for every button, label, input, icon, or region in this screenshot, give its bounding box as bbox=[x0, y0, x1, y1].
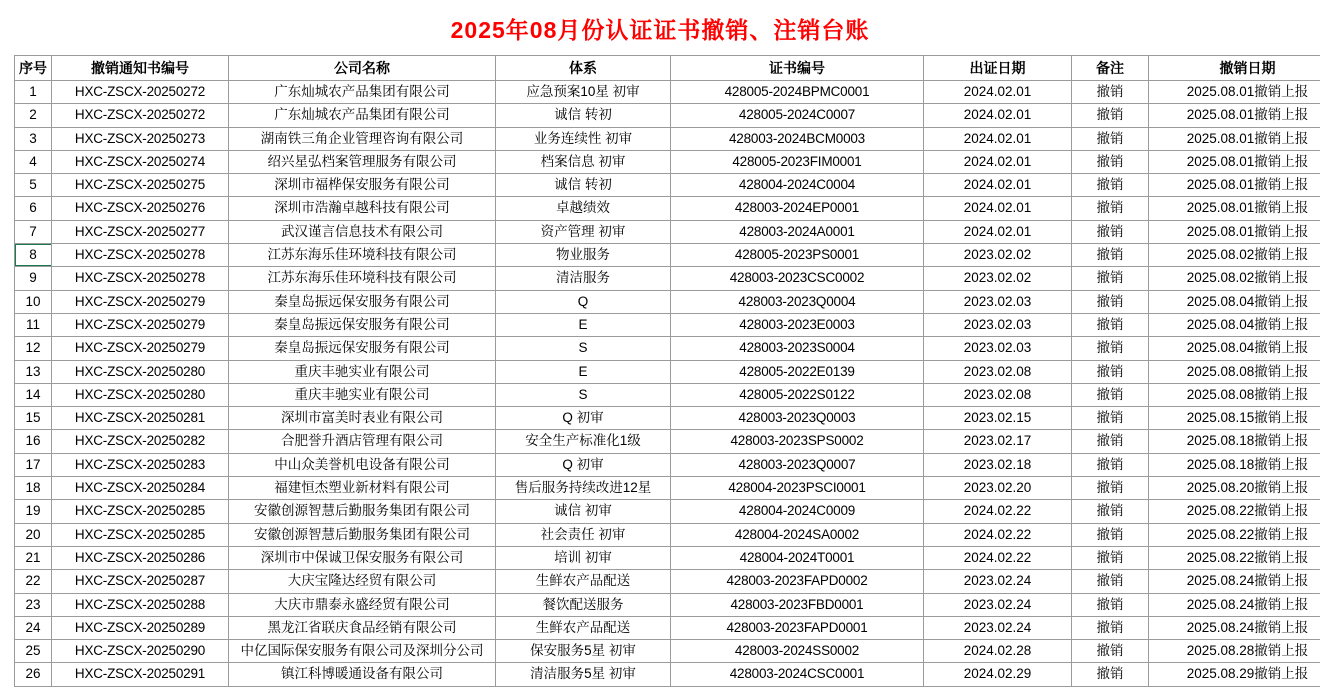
cell-notice-number[interactable]: HXC-ZSCX-20250279 bbox=[52, 337, 229, 360]
cell-index[interactable]: 23 bbox=[15, 593, 52, 616]
cell-remark[interactable]: 撤销 bbox=[1072, 244, 1149, 267]
table-row[interactable] bbox=[15, 244, 1320, 267]
table-row[interactable] bbox=[15, 430, 1320, 453]
cell-company-name[interactable]: 湖南铁三角企业管理咨询有限公司 bbox=[229, 127, 496, 150]
table-row[interactable] bbox=[15, 546, 1320, 569]
cell-system[interactable]: 诚信 初审 bbox=[496, 500, 671, 523]
cell-revocation-date[interactable]: 2025.08.01撤销上报 bbox=[1149, 81, 1320, 104]
cell-issue-date[interactable]: 2023.02.08 bbox=[924, 360, 1072, 383]
cell-issue-date[interactable]: 2024.02.28 bbox=[924, 640, 1072, 663]
cell-company-name[interactable]: 合肥誉升酒店管理有限公司 bbox=[229, 430, 496, 453]
cell-certificate-number[interactable]: 428003-2023Q0007 bbox=[671, 453, 924, 476]
cell-company-name[interactable]: 安徽创源智慧后勤服务集团有限公司 bbox=[229, 523, 496, 546]
cell-company-name[interactable]: 广东灿城农产品集团有限公司 bbox=[229, 81, 496, 104]
cell-issue-date[interactable]: 2024.02.29 bbox=[924, 663, 1072, 686]
table-header bbox=[15, 56, 1320, 81]
cell-system[interactable]: 保安服务5星 初审 bbox=[496, 640, 671, 663]
cell-system[interactable]: 清洁服务 bbox=[496, 267, 671, 290]
cell-remark[interactable]: 撤销 bbox=[1072, 407, 1149, 430]
cell-notice-number[interactable]: HXC-ZSCX-20250280 bbox=[52, 383, 229, 406]
table-row[interactable] bbox=[15, 127, 1320, 150]
cell-company-name[interactable]: 江苏东海乐佳环境科技有限公司 bbox=[229, 244, 496, 267]
cell-notice-number[interactable]: HXC-ZSCX-20250283 bbox=[52, 453, 229, 476]
cell-notice-number[interactable]: HXC-ZSCX-20250275 bbox=[52, 174, 229, 197]
table-row[interactable] bbox=[15, 197, 1320, 220]
column-header-index: 序号 bbox=[15, 56, 52, 81]
table-row[interactable] bbox=[15, 337, 1320, 360]
cell-notice-number[interactable]: HXC-ZSCX-20250282 bbox=[52, 430, 229, 453]
cell-remark[interactable]: 撤销 bbox=[1072, 81, 1149, 104]
cell-notice-number[interactable]: HXC-ZSCX-20250276 bbox=[52, 197, 229, 220]
cell-company-name[interactable]: 绍兴星弘档案管理服务有限公司 bbox=[229, 150, 496, 173]
cell-certificate-number[interactable]: 428005-2022E0139 bbox=[671, 360, 924, 383]
cell-system[interactable]: 清洁服务5星 初审 bbox=[496, 663, 671, 686]
cell-system[interactable]: 生鲜农产品配送 bbox=[496, 616, 671, 639]
cell-index[interactable]: 3 bbox=[15, 127, 52, 150]
cell-remark[interactable]: 撤销 bbox=[1072, 337, 1149, 360]
cell-company-name[interactable]: 深圳市中保诚卫保安服务有限公司 bbox=[229, 546, 496, 569]
cell-issue-date[interactable]: 2024.02.22 bbox=[924, 523, 1072, 546]
cell-company-name[interactable]: 秦皇岛振远保安服务有限公司 bbox=[229, 313, 496, 336]
cell-system[interactable]: 餐饮配送服务 bbox=[496, 593, 671, 616]
cell-index[interactable]: 21 bbox=[15, 546, 52, 569]
cell-notice-number[interactable]: HXC-ZSCX-20250281 bbox=[52, 407, 229, 430]
cell-issue-date[interactable]: 2023.02.24 bbox=[924, 616, 1072, 639]
cell-index[interactable]: 22 bbox=[15, 570, 52, 593]
cell-certificate-number[interactable]: 428003-2023FBD0001 bbox=[671, 593, 924, 616]
cell-issue-date[interactable]: 2023.02.02 bbox=[924, 244, 1072, 267]
cell-system[interactable]: S bbox=[496, 383, 671, 406]
cell-company-name[interactable]: 安徽创源智慧后勤服务集团有限公司 bbox=[229, 500, 496, 523]
cell-revocation-date[interactable]: 2025.08.04撤销上报 bbox=[1149, 337, 1320, 360]
cell-issue-date[interactable]: 2024.02.01 bbox=[924, 81, 1072, 104]
cell-company-name[interactable]: 福建恒杰塑业新材料有限公司 bbox=[229, 477, 496, 500]
cell-certificate-number[interactable]: 428003-2023Q0004 bbox=[671, 290, 924, 313]
cell-remark[interactable]: 撤销 bbox=[1072, 523, 1149, 546]
cell-system[interactable]: 培训 初审 bbox=[496, 546, 671, 569]
cell-notice-number[interactable]: HXC-ZSCX-20250290 bbox=[52, 640, 229, 663]
table-row[interactable] bbox=[15, 150, 1320, 173]
cell-remark[interactable]: 撤销 bbox=[1072, 267, 1149, 290]
cell-notice-number[interactable]: HXC-ZSCX-20250286 bbox=[52, 546, 229, 569]
cell-notice-number[interactable]: HXC-ZSCX-20250285 bbox=[52, 500, 229, 523]
cell-system[interactable]: 生鲜农产品配送 bbox=[496, 570, 671, 593]
cell-certificate-number[interactable]: 428005-2023PS0001 bbox=[671, 244, 924, 267]
table-row[interactable] bbox=[15, 477, 1320, 500]
cell-company-name[interactable]: 大庆宝隆达经贸有限公司 bbox=[229, 570, 496, 593]
cell-system[interactable]: 社会责任 初审 bbox=[496, 523, 671, 546]
cell-remark[interactable]: 撤销 bbox=[1072, 546, 1149, 569]
cell-remark[interactable]: 撤销 bbox=[1072, 220, 1149, 243]
cell-certificate-number[interactable]: 428005-2024C0007 bbox=[671, 104, 924, 127]
cell-index[interactable]: 14 bbox=[15, 383, 52, 406]
cell-system[interactable]: 卓越绩效 bbox=[496, 197, 671, 220]
cell-notice-number[interactable]: HXC-ZSCX-20250278 bbox=[52, 267, 229, 290]
cell-index[interactable]: 1 bbox=[15, 81, 52, 104]
cell-company-name[interactable]: 秦皇岛振远保安服务有限公司 bbox=[229, 290, 496, 313]
cell-revocation-date[interactable]: 2025.08.08撤销上报 bbox=[1149, 383, 1320, 406]
cell-certificate-number[interactable]: 428004-2023PSCI0001 bbox=[671, 477, 924, 500]
table-row[interactable] bbox=[15, 267, 1320, 290]
cell-remark[interactable]: 撤销 bbox=[1072, 197, 1149, 220]
cell-index[interactable]: 20 bbox=[15, 523, 52, 546]
cell-company-name[interactable]: 秦皇岛振远保安服务有限公司 bbox=[229, 337, 496, 360]
cell-revocation-date[interactable]: 2025.08.22撤销上报 bbox=[1149, 500, 1320, 523]
page-title: 2025年08月份认证证书撤销、注销台账 bbox=[0, 0, 1320, 55]
table-row[interactable] bbox=[15, 640, 1320, 663]
cell-index[interactable]: 15 bbox=[15, 407, 52, 430]
cell-issue-date[interactable]: 2024.02.01 bbox=[924, 174, 1072, 197]
cell-company-name[interactable]: 江苏东海乐佳环境科技有限公司 bbox=[229, 267, 496, 290]
cell-certificate-number[interactable]: 428004-2024C0009 bbox=[671, 500, 924, 523]
cell-revocation-date[interactable]: 2025.08.01撤销上报 bbox=[1149, 104, 1320, 127]
cell-remark[interactable]: 撤销 bbox=[1072, 453, 1149, 476]
cell-revocation-date[interactable]: 2025.08.02撤销上报 bbox=[1149, 267, 1320, 290]
cell-notice-number[interactable]: HXC-ZSCX-20250284 bbox=[52, 477, 229, 500]
cell-revocation-date[interactable]: 2025.08.04撤销上报 bbox=[1149, 290, 1320, 313]
cell-remark[interactable]: 撤销 bbox=[1072, 104, 1149, 127]
table-row[interactable] bbox=[15, 360, 1320, 383]
cell-revocation-date[interactable]: 2025.08.18撤销上报 bbox=[1149, 453, 1320, 476]
cell-notice-number[interactable]: HXC-ZSCX-20250291 bbox=[52, 663, 229, 686]
table-row[interactable] bbox=[15, 570, 1320, 593]
cell-revocation-date[interactable]: 2025.08.28撤销上报 bbox=[1149, 640, 1320, 663]
cell-issue-date[interactable]: 2024.02.22 bbox=[924, 546, 1072, 569]
cell-notice-number[interactable]: HXC-ZSCX-20250273 bbox=[52, 127, 229, 150]
cell-revocation-date[interactable]: 2025.08.02撤销上报 bbox=[1149, 244, 1320, 267]
cell-system[interactable]: 诚信 转初 bbox=[496, 104, 671, 127]
column-header-notice-number: 撤销通知书编号 bbox=[52, 56, 229, 81]
cell-system[interactable]: E bbox=[496, 313, 671, 336]
cell-certificate-number[interactable]: 428005-2022S0122 bbox=[671, 383, 924, 406]
cell-revocation-date[interactable]: 2025.08.22撤销上报 bbox=[1149, 523, 1320, 546]
cell-certificate-number[interactable]: 428003-2024CSC0001 bbox=[671, 663, 924, 686]
cell-revocation-date[interactable]: 2025.08.24撤销上报 bbox=[1149, 616, 1320, 639]
cell-index[interactable]: 2 bbox=[15, 104, 52, 127]
cell-system[interactable]: 资产管理 初审 bbox=[496, 220, 671, 243]
cell-index[interactable]: 12 bbox=[15, 337, 52, 360]
cell-remark[interactable]: 撤销 bbox=[1072, 430, 1149, 453]
cell-notice-number[interactable]: HXC-ZSCX-20250285 bbox=[52, 523, 229, 546]
table-row[interactable] bbox=[15, 523, 1320, 546]
cell-index[interactable]: 13 bbox=[15, 360, 52, 383]
cell-system[interactable]: Q 初审 bbox=[496, 453, 671, 476]
cell-issue-date[interactable]: 2024.02.01 bbox=[924, 197, 1072, 220]
cell-notice-number[interactable]: HXC-ZSCX-20250278 bbox=[52, 244, 229, 267]
cell-company-name[interactable]: 深圳市浩瀚卓越科技有限公司 bbox=[229, 197, 496, 220]
cell-system[interactable]: E bbox=[496, 360, 671, 383]
cell-issue-date[interactable]: 2023.02.08 bbox=[924, 383, 1072, 406]
cell-certificate-number[interactable]: 428003-2024SS0002 bbox=[671, 640, 924, 663]
column-header-certificate-number: 证书编号 bbox=[671, 56, 924, 81]
cell-company-name[interactable]: 重庆丰驰实业有限公司 bbox=[229, 383, 496, 406]
table-row[interactable] bbox=[15, 220, 1320, 243]
cell-revocation-date[interactable]: 2025.08.20撤销上报 bbox=[1149, 477, 1320, 500]
cell-certificate-number[interactable]: 428003-2023Q0003 bbox=[671, 407, 924, 430]
cell-remark[interactable]: 撤销 bbox=[1072, 290, 1149, 313]
cell-index[interactable]: 26 bbox=[15, 663, 52, 686]
cell-revocation-date[interactable]: 2025.08.01撤销上报 bbox=[1149, 197, 1320, 220]
table-row[interactable] bbox=[15, 383, 1320, 406]
cell-revocation-date[interactable]: 2025.08.29撤销上报 bbox=[1149, 663, 1320, 686]
cell-issue-date[interactable]: 2023.02.18 bbox=[924, 453, 1072, 476]
table-row[interactable] bbox=[15, 104, 1320, 127]
cell-notice-number[interactable]: HXC-ZSCX-20250280 bbox=[52, 360, 229, 383]
table-row[interactable] bbox=[15, 290, 1320, 313]
cell-notice-number[interactable]: HXC-ZSCX-20250272 bbox=[52, 104, 229, 127]
table-row[interactable] bbox=[15, 616, 1320, 639]
cell-index[interactable]: 6 bbox=[15, 197, 52, 220]
table-row[interactable] bbox=[15, 663, 1320, 686]
cell-remark[interactable]: 撤销 bbox=[1072, 150, 1149, 173]
table-row[interactable] bbox=[15, 407, 1320, 430]
cell-certificate-number[interactable]: 428003-2023E0003 bbox=[671, 313, 924, 336]
cell-revocation-date[interactable]: 2025.08.01撤销上报 bbox=[1149, 220, 1320, 243]
cell-notice-number[interactable]: HXC-ZSCX-20250279 bbox=[52, 290, 229, 313]
cell-revocation-date[interactable]: 2025.08.24撤销上报 bbox=[1149, 570, 1320, 593]
column-header-system: 体系 bbox=[496, 56, 671, 81]
cell-revocation-date[interactable]: 2025.08.01撤销上报 bbox=[1149, 174, 1320, 197]
cell-system[interactable]: Q 初审 bbox=[496, 407, 671, 430]
cell-certificate-number[interactable]: 428003-2023CSC0002 bbox=[671, 267, 924, 290]
cell-certificate-number[interactable]: 428003-2023SPS0002 bbox=[671, 430, 924, 453]
cell-issue-date[interactable]: 2024.02.01 bbox=[924, 127, 1072, 150]
cell-index[interactable]: 16 bbox=[15, 430, 52, 453]
cell-remark[interactable]: 撤销 bbox=[1072, 383, 1149, 406]
cell-system[interactable]: 物业服务 bbox=[496, 244, 671, 267]
cell-company-name[interactable]: 广东灿城农产品集团有限公司 bbox=[229, 104, 496, 127]
cell-system[interactable]: 售后服务持续改进12星 bbox=[496, 477, 671, 500]
cell-system[interactable]: 档案信息 初审 bbox=[496, 150, 671, 173]
cell-issue-date[interactable]: 2024.02.01 bbox=[924, 150, 1072, 173]
cell-revocation-date[interactable]: 2025.08.08撤销上报 bbox=[1149, 360, 1320, 383]
cell-index[interactable]: 24 bbox=[15, 616, 52, 639]
cell-index[interactable]: 18 bbox=[15, 477, 52, 500]
cell-index[interactable]: 7 bbox=[15, 220, 52, 243]
table-row[interactable] bbox=[15, 593, 1320, 616]
cell-remark[interactable]: 撤销 bbox=[1072, 313, 1149, 336]
cell-company-name[interactable]: 中山众美誉机电设备有限公司 bbox=[229, 453, 496, 476]
cell-company-name[interactable]: 深圳市福桦保安服务有限公司 bbox=[229, 174, 496, 197]
table-row[interactable] bbox=[15, 313, 1320, 336]
cell-remark[interactable]: 撤销 bbox=[1072, 570, 1149, 593]
cell-remark[interactable]: 撤销 bbox=[1072, 663, 1149, 686]
cell-company-name[interactable]: 大庆市鼎泰永盛经贸有限公司 bbox=[229, 593, 496, 616]
cell-index[interactable]: 25 bbox=[15, 640, 52, 663]
cell-index[interactable]: 5 bbox=[15, 174, 52, 197]
table-row[interactable] bbox=[15, 453, 1320, 476]
cell-revocation-date[interactable]: 2025.08.18撤销上报 bbox=[1149, 430, 1320, 453]
cell-revocation-date[interactable]: 2025.08.22撤销上报 bbox=[1149, 546, 1320, 569]
cell-certificate-number[interactable]: 428003-2023FAPD0002 bbox=[671, 570, 924, 593]
cell-index[interactable]: 8 bbox=[15, 244, 52, 267]
table-header-row bbox=[15, 56, 1320, 81]
cell-revocation-date[interactable]: 2025.08.24撤销上报 bbox=[1149, 593, 1320, 616]
cell-index[interactable]: 4 bbox=[15, 150, 52, 173]
cell-issue-date[interactable]: 2023.02.17 bbox=[924, 430, 1072, 453]
cell-revocation-date[interactable]: 2025.08.15撤销上报 bbox=[1149, 407, 1320, 430]
cell-index[interactable]: 11 bbox=[15, 313, 52, 336]
cell-certificate-number[interactable]: 428003-2024BCM0003 bbox=[671, 127, 924, 150]
cell-issue-date[interactable]: 2024.02.22 bbox=[924, 500, 1072, 523]
cell-system[interactable]: 业务连续性 初审 bbox=[496, 127, 671, 150]
cell-certificate-number[interactable]: 428005-2023FIM0001 bbox=[671, 150, 924, 173]
cell-remark[interactable]: 撤销 bbox=[1072, 500, 1149, 523]
column-header-company-name: 公司名称 bbox=[229, 56, 496, 81]
table-row[interactable] bbox=[15, 174, 1320, 197]
cell-notice-number[interactable]: HXC-ZSCX-20250277 bbox=[52, 220, 229, 243]
cell-company-name[interactable]: 黑龙江省联庆食品经销有限公司 bbox=[229, 616, 496, 639]
cell-revocation-date[interactable]: 2025.08.04撤销上报 bbox=[1149, 313, 1320, 336]
table-body bbox=[15, 81, 1320, 687]
cell-issue-date[interactable]: 2024.02.01 bbox=[924, 104, 1072, 127]
cell-revocation-date[interactable]: 2025.08.01撤销上报 bbox=[1149, 127, 1320, 150]
cell-system[interactable]: Q bbox=[496, 290, 671, 313]
cell-index[interactable]: 19 bbox=[15, 500, 52, 523]
cell-issue-date[interactable]: 2023.02.20 bbox=[924, 477, 1072, 500]
cell-notice-number[interactable]: HXC-ZSCX-20250288 bbox=[52, 593, 229, 616]
cell-company-name[interactable]: 镇江科博暖通设备有限公司 bbox=[229, 663, 496, 686]
cell-company-name[interactable]: 深圳市富美时表业有限公司 bbox=[229, 407, 496, 430]
column-header-issue-date: 出证日期 bbox=[924, 56, 1072, 81]
cell-issue-date[interactable]: 2023.02.24 bbox=[924, 570, 1072, 593]
revocation-ledger-table bbox=[14, 55, 1320, 687]
cell-issue-date[interactable]: 2023.02.24 bbox=[924, 593, 1072, 616]
column-header-revocation-date: 撤销日期 bbox=[1149, 56, 1320, 81]
cell-remark[interactable]: 撤销 bbox=[1072, 616, 1149, 639]
cell-certificate-number[interactable]: 428003-2024EP0001 bbox=[671, 197, 924, 220]
cell-issue-date[interactable]: 2023.02.15 bbox=[924, 407, 1072, 430]
cell-remark[interactable]: 撤销 bbox=[1072, 640, 1149, 663]
cell-company-name[interactable]: 中亿国际保安服务有限公司及深圳分公司 bbox=[229, 640, 496, 663]
cell-issue-date[interactable]: 2024.02.01 bbox=[924, 220, 1072, 243]
cell-certificate-number[interactable]: 428004-2024T0001 bbox=[671, 546, 924, 569]
cell-notice-number[interactable]: HXC-ZSCX-20250287 bbox=[52, 570, 229, 593]
cell-certificate-number[interactable]: 428004-2024SA0002 bbox=[671, 523, 924, 546]
column-header-remark: 备注 bbox=[1072, 56, 1149, 81]
cell-notice-number[interactable]: HXC-ZSCX-20250274 bbox=[52, 150, 229, 173]
cell-notice-number[interactable]: HXC-ZSCX-20250289 bbox=[52, 616, 229, 639]
cell-notice-number[interactable]: HXC-ZSCX-20250279 bbox=[52, 313, 229, 336]
cell-notice-number[interactable]: HXC-ZSCX-20250272 bbox=[52, 81, 229, 104]
cell-certificate-number[interactable]: 428005-2024BPMC0001 bbox=[671, 81, 924, 104]
cell-system[interactable]: 安全生产标准化1级 bbox=[496, 430, 671, 453]
cell-issue-date[interactable]: 2023.02.03 bbox=[924, 313, 1072, 336]
table-row[interactable] bbox=[15, 500, 1320, 523]
cell-remark[interactable]: 撤销 bbox=[1072, 127, 1149, 150]
cell-index[interactable]: 10 bbox=[15, 290, 52, 313]
cell-certificate-number[interactable]: 428003-2024A0001 bbox=[671, 220, 924, 243]
cell-remark[interactable]: 撤销 bbox=[1072, 593, 1149, 616]
cell-issue-date[interactable]: 2023.02.03 bbox=[924, 290, 1072, 313]
cell-revocation-date[interactable]: 2025.08.01撤销上报 bbox=[1149, 150, 1320, 173]
cell-certificate-number[interactable]: 428003-2023S0004 bbox=[671, 337, 924, 360]
cell-system[interactable]: 诚信 转初 bbox=[496, 174, 671, 197]
cell-issue-date[interactable]: 2023.02.02 bbox=[924, 267, 1072, 290]
cell-certificate-number[interactable]: 428003-2023FAPD0001 bbox=[671, 616, 924, 639]
cell-index[interactable]: 9 bbox=[15, 267, 52, 290]
cell-system[interactable]: 应急预案10星 初审 bbox=[496, 81, 671, 104]
cell-company-name[interactable]: 武汉谨言信息技术有限公司 bbox=[229, 220, 496, 243]
cell-certificate-number[interactable]: 428004-2024C0004 bbox=[671, 174, 924, 197]
cell-issue-date[interactable]: 2023.02.03 bbox=[924, 337, 1072, 360]
cell-remark[interactable]: 撤销 bbox=[1072, 174, 1149, 197]
cell-system[interactable]: S bbox=[496, 337, 671, 360]
cell-remark[interactable]: 撤销 bbox=[1072, 477, 1149, 500]
cell-remark[interactable]: 撤销 bbox=[1072, 360, 1149, 383]
table-row[interactable] bbox=[15, 81, 1320, 104]
cell-index[interactable]: 17 bbox=[15, 453, 52, 476]
cell-company-name[interactable]: 重庆丰驰实业有限公司 bbox=[229, 360, 496, 383]
